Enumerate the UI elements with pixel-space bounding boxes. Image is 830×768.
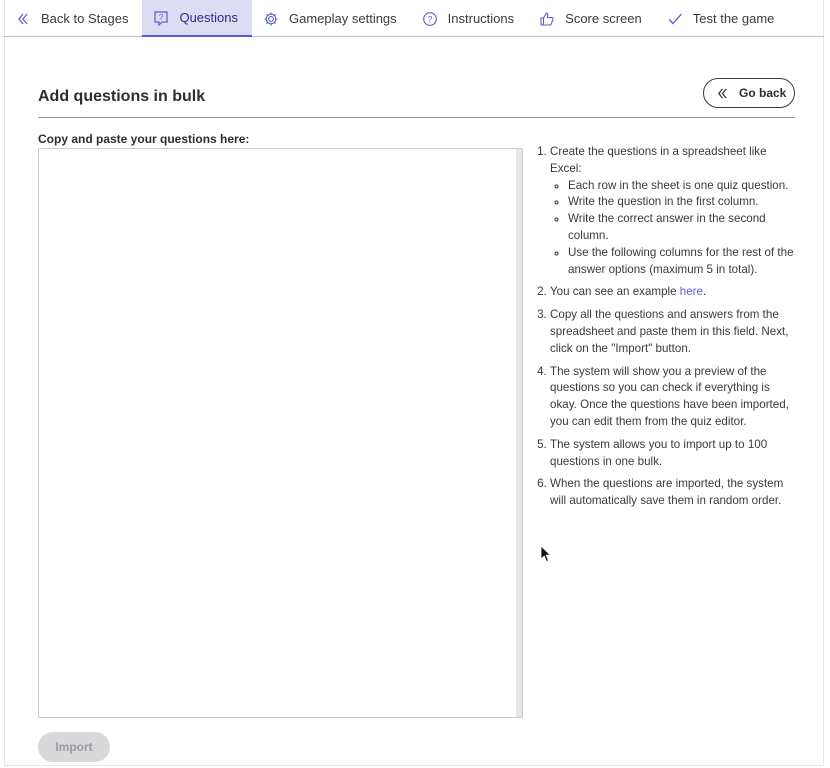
top-tab-bar (4, 0, 824, 37)
instruction-substep: ◦ Each row in the sheet is one quiz question. (568, 178, 794, 195)
instructions-list (538, 144, 794, 510)
instruction-substep: ◦ Use the following columns for the rest of the answer options (maximum 5 in total). (568, 245, 794, 279)
tab-score-screen[interactable] (528, 0, 656, 37)
thumbs-up-icon (538, 10, 556, 28)
title-divider (38, 117, 795, 118)
instruction-substep: ◦ Write the question in the first column. (568, 194, 794, 211)
example-link[interactable]: here (679, 285, 703, 299)
instruction-step: 6. When the questions are imported, the system will automatically save them in random order. (550, 476, 794, 510)
instruction-step: 3. Copy all the questions and answers from the spreadsheet and paste them in this field. Next, click on the "Import" button. (550, 307, 794, 357)
import-instructions (538, 144, 794, 516)
instruction-text: . (703, 285, 707, 299)
page-title: Add questions in bulk (38, 88, 206, 105)
check-icon (666, 10, 684, 28)
svg-text:?: ? (427, 13, 433, 24)
tab-instructions[interactable] (411, 0, 528, 37)
paste-field-label: Copy and paste your questions here: (38, 132, 250, 146)
help-circle-icon (421, 10, 439, 28)
tab-label: Questions (179, 10, 238, 25)
tab-label: Instructions (447, 11, 515, 26)
instruction-text: You can see an example (550, 285, 680, 299)
tab-label: Score screen (565, 11, 642, 26)
textarea-scrollbar[interactable] (516, 149, 522, 717)
instruction-text: Create the questions in a spreadsheet like Excel: (550, 145, 767, 175)
go-back-label: Go back (739, 86, 787, 100)
tab-gameplay-settings[interactable] (252, 0, 411, 37)
go-back-button[interactable] (703, 78, 795, 108)
tab-test-the-game[interactable] (656, 0, 789, 37)
tab-label: Back to Stages (41, 11, 129, 26)
import-button[interactable]: Import (38, 732, 110, 762)
chevron-double-left-icon (14, 10, 32, 28)
tab-label: Test the game (692, 11, 775, 26)
tab-label: Gameplay settings (289, 11, 397, 26)
instruction-step: 4. The system will show you a preview of the questions so you can check if everything is okay. Once the questions have been imported, you can edit them from the quiz editor. (550, 364, 794, 431)
svg-text:?: ? (159, 12, 164, 22)
question-chat-icon (152, 9, 170, 27)
tab-back-to-stages[interactable] (4, 0, 142, 37)
instruction-sublist (550, 178, 794, 279)
chevron-double-left-icon (716, 87, 729, 100)
tab-questions[interactable] (142, 0, 252, 37)
instruction-step: 5. The system allows you to import up to 100 questions in one bulk. (550, 437, 794, 471)
instruction-step (550, 144, 794, 278)
mouse-cursor-icon (540, 545, 552, 568)
instruction-substep: ◦ Write the correct answer in the second column. (568, 211, 794, 245)
gear-icon (262, 10, 280, 28)
bulk-questions-textarea[interactable] (38, 148, 523, 718)
instruction-step (550, 284, 794, 301)
